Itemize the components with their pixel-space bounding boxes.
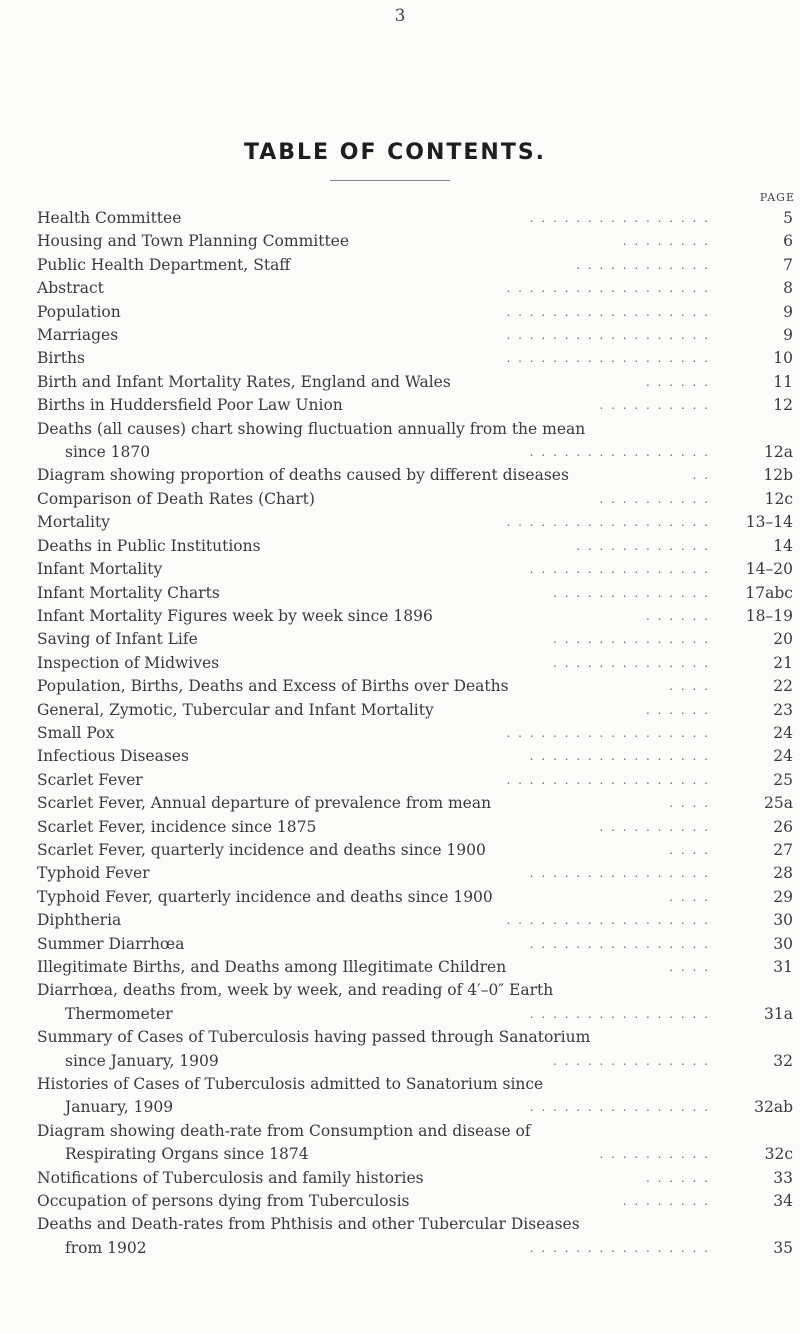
toc-entry xyxy=(37,886,795,909)
toc-entry-title: Infant Mortality Charts xyxy=(37,583,220,602)
toc-entry xyxy=(37,535,795,558)
toc-entry-title: Infant Mortality xyxy=(37,560,163,579)
toc-entry-page: 23 xyxy=(773,700,793,719)
toc-entry-title-continuation: since 1870 xyxy=(65,443,151,462)
toc-leader-dots: . . . . . . . . . . . . . . . . xyxy=(529,445,710,460)
toc-entry xyxy=(37,371,795,394)
toc-entry xyxy=(37,722,795,745)
toc-leader-dots: . . xyxy=(692,468,710,483)
toc-entry xyxy=(37,1026,795,1073)
toc-entry xyxy=(37,277,795,300)
toc-entry xyxy=(37,511,795,534)
toc-leader-dots: . . . . . . . . . . . . . . xyxy=(553,585,710,600)
toc-entry xyxy=(37,254,795,277)
toc-entry xyxy=(37,1073,795,1120)
toc-entry-title: Deaths and Death-rates from Phthisis and other Tubercular Diseases xyxy=(37,1215,580,1234)
toc-leader-dots: . . . . . . . . . . . . . . xyxy=(553,655,710,670)
toc-entry-page: 12c xyxy=(764,489,793,508)
toc-leader-dots: . . . . . . . . . . xyxy=(599,1147,710,1162)
toc-leader-dots: . . . . . . . . . . . . . . . . xyxy=(529,1006,710,1021)
toc-entry xyxy=(37,1213,795,1260)
toc-entry xyxy=(37,230,795,253)
toc-entry xyxy=(37,558,795,581)
toc-entry-page: 28 xyxy=(773,864,793,883)
toc-leader-dots: . . . . xyxy=(669,796,710,811)
toc-entry-title: General, Zymotic, Tubercular and Infant Mortality xyxy=(37,700,434,719)
toc-leader-dots: . . . . . . . . . . xyxy=(599,491,710,506)
toc-entry xyxy=(37,909,795,932)
toc-entry-page: 11 xyxy=(773,372,793,391)
toc-entry xyxy=(37,1167,795,1190)
toc-leader-dots: . . . . . . . . . . . . xyxy=(576,257,710,272)
toc-leader-dots: . . . . . . . . . . . . . . . . . . xyxy=(506,913,710,928)
toc-entry xyxy=(37,464,795,487)
toc-leader-dots: . . . . . . . . . . . . xyxy=(576,538,710,553)
toc-entry-title: Scarlet Fever, quarterly incidence and deaths since 1900 xyxy=(37,840,486,859)
heading-divider xyxy=(330,180,450,181)
toc-leader-dots: . . . . . . . . . . xyxy=(599,819,710,834)
toc-entry-page: 14 xyxy=(773,536,793,555)
toc-entry xyxy=(37,956,795,979)
toc-entry-page: 25a xyxy=(764,794,793,813)
toc-entry-page: 8 xyxy=(783,279,793,298)
toc-entry-title-continuation: since January, 1909 xyxy=(65,1051,219,1070)
toc-entry-title: Births xyxy=(37,349,85,368)
toc-entry-title: Diphtheria xyxy=(37,911,122,930)
toc-entry-title: Comparison of Death Rates (Chart) xyxy=(37,489,315,508)
toc-leader-dots: . . . . . . . . . . . . . . . . . . xyxy=(506,328,710,343)
toc-entry-page: 21 xyxy=(773,653,793,672)
toc-entry-page: 30 xyxy=(773,934,793,953)
page-number: 3 xyxy=(394,6,406,26)
toc-entry-title: Scarlet Fever, incidence since 1875 xyxy=(37,817,317,836)
toc-entry-title: Saving of Infant Life xyxy=(37,630,198,649)
toc-entry-page: 7 xyxy=(783,255,793,274)
toc-entry xyxy=(37,839,795,862)
page-title: TABLE OF CONTENTS. xyxy=(243,140,547,165)
toc-entry-title: Abstract xyxy=(37,279,104,298)
toc-entry-page: 33 xyxy=(773,1168,793,1187)
toc-entry xyxy=(37,301,795,324)
toc-entry-page: 27 xyxy=(773,840,793,859)
toc-leader-dots: . . . . . . . . . . . . . . . . xyxy=(529,1240,710,1255)
toc-entry-title: Housing and Town Planning Committee xyxy=(37,232,350,251)
toc-entry-title: Birth and Infant Mortality Rates, England and Wales xyxy=(37,372,451,391)
toc-entry-title: Population xyxy=(37,302,121,321)
toc-entry-page: 32ab xyxy=(754,1098,793,1117)
toc-leader-dots: . . . . xyxy=(669,889,710,904)
toc-entry-page: 12b xyxy=(763,466,793,485)
toc-entry-title: Typhoid Fever, quarterly incidence and deaths since 1900 xyxy=(37,887,493,906)
toc-entry xyxy=(37,207,795,230)
toc-entry-title: Deaths in Public Institutions xyxy=(37,536,261,555)
toc-entry-title-continuation: from 1902 xyxy=(65,1238,147,1257)
toc-entry-title: Small Pox xyxy=(37,723,115,742)
toc-entry-page: 34 xyxy=(773,1192,793,1211)
toc-entry-title: Infant Mortality Figures week by week since 1896 xyxy=(37,606,433,625)
toc-entry-page: 9 xyxy=(783,326,793,345)
toc-leader-dots: . . . . . . xyxy=(646,702,710,717)
table-of-contents xyxy=(37,207,795,1260)
toc-entry-page: 22 xyxy=(773,677,793,696)
toc-entry xyxy=(37,347,795,370)
toc-leader-dots: . . . . . . . . xyxy=(622,234,710,249)
toc-entry xyxy=(37,394,795,417)
toc-entry-title: Population, Births, Deaths and Excess of Births over Deaths xyxy=(37,677,509,696)
toc-entry-title: Inspection of Midwives xyxy=(37,653,220,672)
toc-leader-dots: . . . . . . . . . . . . . . . . xyxy=(529,749,710,764)
page-column-header: PAGE xyxy=(759,191,795,204)
toc-leader-dots: . . . . xyxy=(669,842,710,857)
toc-entry-title: Mortality xyxy=(37,513,110,532)
toc-entry-page: 32 xyxy=(773,1051,793,1070)
toc-entry-page: 29 xyxy=(773,887,793,906)
toc-leader-dots: . . . . . . . . . . . . . . . . xyxy=(529,866,710,881)
toc-entry xyxy=(37,582,795,605)
toc-entry xyxy=(37,699,795,722)
toc-entry xyxy=(37,675,795,698)
toc-leader-dots: . . . . . . . . . . . . . . xyxy=(553,1053,710,1068)
toc-entry-page: 9 xyxy=(783,302,793,321)
toc-entry-page: 12 xyxy=(773,396,793,415)
toc-entry-title: Diagram showing death-rate from Consumption and disease of xyxy=(37,1121,531,1140)
toc-entry-page: 30 xyxy=(773,911,793,930)
toc-entry-page: 26 xyxy=(773,817,793,836)
toc-entry xyxy=(37,979,795,1026)
toc-entry-title: Summary of Cases of Tuberculosis having passed through Sanatorium xyxy=(37,1028,591,1047)
toc-entry-page: 20 xyxy=(773,630,793,649)
toc-entry-title: Diagram showing proportion of deaths caused by different diseases xyxy=(37,466,569,485)
toc-entry-page: 10 xyxy=(773,349,793,368)
toc-entry-title-continuation: January, 1909 xyxy=(65,1098,174,1117)
toc-entry-page: 35 xyxy=(773,1238,793,1257)
toc-leader-dots: . . . . . . . . . . . . . . . . . . xyxy=(506,515,710,530)
toc-entry xyxy=(37,816,795,839)
toc-leader-dots: . . . . . . . . . . . . . . xyxy=(553,632,710,647)
toc-leader-dots: . . . . . . . . xyxy=(622,1194,710,1209)
toc-leader-dots: . . . . . . . . . . xyxy=(599,398,710,413)
toc-leader-dots: . . . . . . . . . . . . . . . . . . xyxy=(506,281,710,296)
toc-leader-dots: . . . . . . xyxy=(646,1170,710,1185)
toc-leader-dots: . . . . . . xyxy=(646,374,710,389)
toc-leader-dots: . . . . . . . . . . . . . . . . xyxy=(529,562,710,577)
toc-entry-title: Summer Diarrhœa xyxy=(37,934,185,953)
toc-leader-dots: . . . . . . xyxy=(646,608,710,623)
toc-entry xyxy=(37,792,795,815)
toc-entry-page: 24 xyxy=(773,747,793,766)
toc-entry-page: 14–20 xyxy=(745,560,793,579)
toc-leader-dots: . . . . . . . . . . . . . . . . . . xyxy=(506,351,710,366)
toc-entry-page: 31a xyxy=(764,1004,793,1023)
toc-leader-dots: . . . . . . . . . . . . . . . . xyxy=(529,936,710,951)
toc-leader-dots: . . . . . . . . . . . . . . . . . . xyxy=(506,304,710,319)
toc-entry-title: Diarrhœa, deaths from, week by week, and reading of 4′–0″ Earth xyxy=(37,981,554,1000)
toc-entry xyxy=(37,862,795,885)
toc-entry xyxy=(37,1190,795,1213)
toc-entry-title: Health Committee xyxy=(37,209,182,227)
toc-entry-title: Scarlet Fever, Annual departure of prevalence from mean xyxy=(37,794,492,813)
toc-leader-dots: . . . . . . . . . . . . . . . . xyxy=(529,1100,710,1115)
toc-entry-title: Deaths (all causes) chart showing fluctuation annually from the mean xyxy=(37,419,586,438)
toc-entry-page: 25 xyxy=(773,770,793,789)
toc-entry-title: Occupation of persons dying from Tuberculosis xyxy=(37,1192,410,1211)
toc-entry-page: 17abc xyxy=(745,583,793,602)
toc-entry xyxy=(37,605,795,628)
toc-entry-page: 12a xyxy=(764,443,793,462)
toc-entry xyxy=(37,769,795,792)
toc-entry xyxy=(37,652,795,675)
toc-entry-page: 31 xyxy=(773,958,793,976)
toc-leader-dots: . . . . xyxy=(669,960,710,974)
toc-entry-title: Typhoid Fever xyxy=(37,864,150,883)
toc-entry-title: Infectious Diseases xyxy=(37,747,189,766)
toc-entry-title: Public Health Department, Staff xyxy=(37,255,291,274)
toc-entry xyxy=(37,488,795,511)
toc-entry-title: Histories of Cases of Tuberculosis admitted to Sanatorium since xyxy=(37,1075,544,1094)
toc-entry xyxy=(37,628,795,651)
toc-entry-title: Births in Huddersfield Poor Law Union xyxy=(37,396,343,415)
toc-entry-title-continuation: Respirating Organs since 1874 xyxy=(65,1145,309,1164)
toc-entry xyxy=(37,324,795,347)
toc-entry-page: 5 xyxy=(783,209,793,227)
toc-entry-title: Illegitimate Births, and Deaths among Illegitimate Children xyxy=(37,958,507,976)
toc-leader-dots: . . . . . . . . . . . . . . . . xyxy=(529,211,710,225)
toc-leader-dots: . . . . xyxy=(669,679,710,694)
toc-leader-dots: . . . . . . . . . . . . . . . . . . xyxy=(506,725,710,740)
toc-entry-page: 13–14 xyxy=(745,513,793,532)
toc-entry-title: Notifications of Tuberculosis and family histories xyxy=(37,1168,424,1187)
toc-entry-title: Marriages xyxy=(37,326,119,345)
toc-entry-page: 18–19 xyxy=(745,606,793,625)
toc-entry xyxy=(37,1120,795,1167)
toc-leader-dots: . . . . . . . . . . . . . . . . . . xyxy=(506,772,710,787)
toc-entry xyxy=(37,418,795,465)
toc-entry xyxy=(37,745,795,768)
toc-entry xyxy=(37,933,795,956)
toc-entry-page: 6 xyxy=(783,232,793,251)
toc-entry-page: 32c xyxy=(764,1145,793,1164)
toc-entry-title-continuation: Thermometer xyxy=(65,1004,173,1023)
toc-entry-title: Scarlet Fever xyxy=(37,770,143,789)
toc-entry-page: 24 xyxy=(773,723,793,742)
